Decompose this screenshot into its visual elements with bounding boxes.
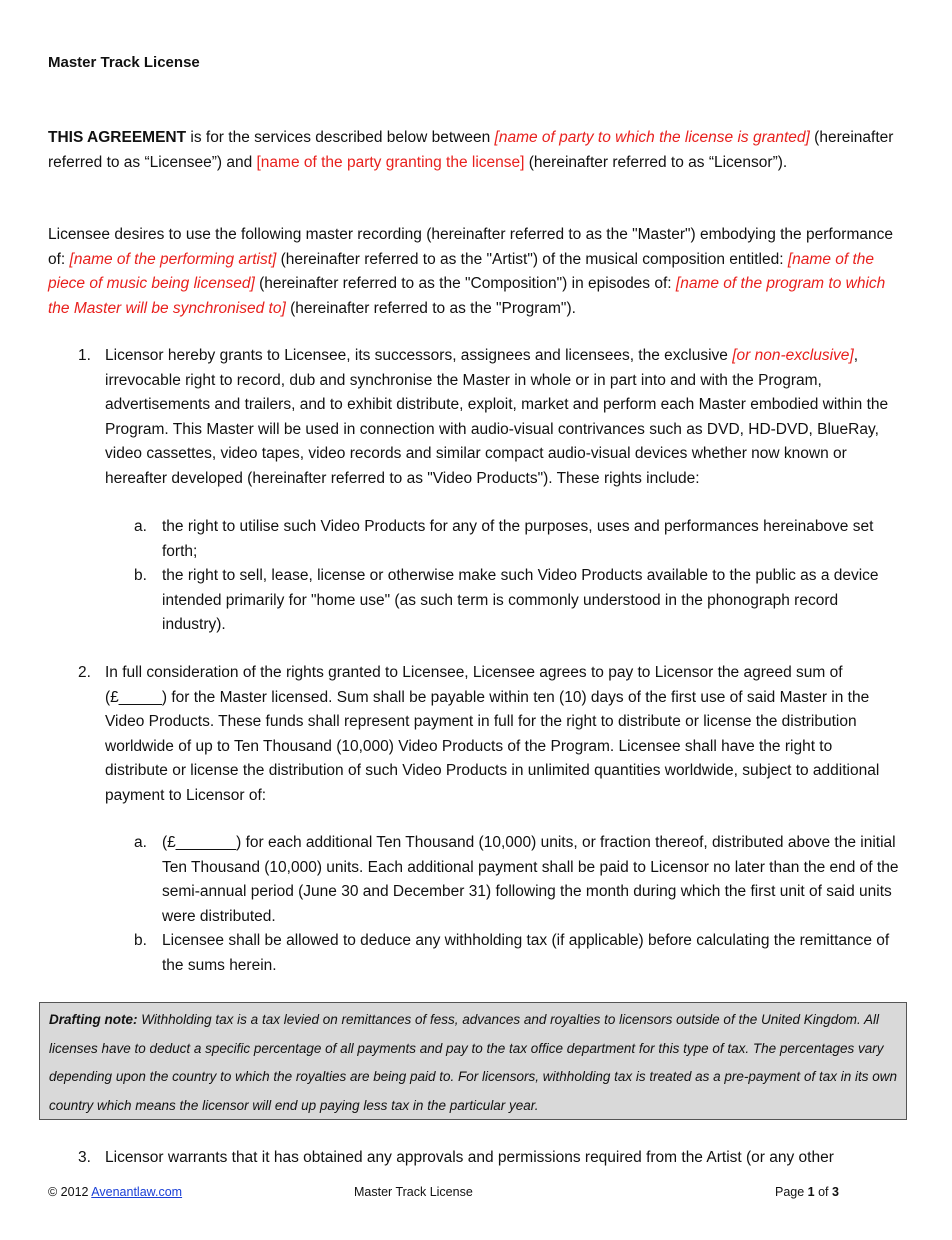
page-number: 1 <box>807 1185 815 1199</box>
text: (hereinafter referred to as “Licensor”). <box>524 153 788 171</box>
clause-text: Licensor warrants that it has obtained any approvals and permissions required from the Artist (or any other <box>105 1149 834 1166</box>
clause-text: In full consideration of the rights granted to Licensee, Licensee agrees to pay to Licensor the agreed sum of (£_____) for the Master licensed. Sum shall be payable within ten (10) days of the first use of said Master in the Video Products. These funds shall represent payment in full for the right to distribute or license the distribution worldwide of up to Ten Thousand (10,000) Video Products of the Program. Licensee shall have the right to distribute or license the distribution of such Video Products in unlimited quantities worldwide, subject to additional payment to Licensor of: <box>105 664 880 804</box>
subclause-letter: b. <box>134 932 147 949</box>
text: is for the services described below between <box>186 129 495 146</box>
of-label: of <box>814 1185 832 1199</box>
licensor-placeholder: [name of the party granting the license] <box>256 153 525 171</box>
subclause-text: (£_______) for each additional Ten Thousand (10,000) units, or fraction thereof, distributed above the initial Ten Thousand (10,000) units. Each additional payment shall be paid to Licensor no later than the end of the semi-annual period (June 30 and December 31) following the month during which the first unit of said units were distributed. <box>162 834 899 925</box>
artist-placeholder: [name of the performing artist] <box>69 250 277 268</box>
page-total: 3 <box>832 1185 839 1199</box>
licensee-placeholder: [name of party to which the license is granted] <box>494 129 810 146</box>
clause-text <box>105 344 905 491</box>
text: Licensee desires to use the following master recording (hereinafter referred to as the "Master") embodying the performance of: <box>48 226 893 268</box>
master-paragraph <box>48 223 908 321</box>
page-label: Page <box>775 1185 808 1199</box>
subclause-text: the right to sell, lease, license or otherwise make such Video Products available to the public as a device intended primarily for "home use" (as such term is commonly understood in the phonograph record industry). <box>162 567 879 633</box>
clause-number: 1. <box>78 347 91 364</box>
document-title: Master Track License <box>48 54 200 71</box>
page-indicator <box>775 1185 839 1199</box>
clause-number: 2. <box>78 664 91 681</box>
drafting-note-text: Withholding tax is a tax levied on remittances of fess, advances and royalties to licensors outside of the United Kingdom. All licenses have to deduct a specific percentage of all payments and pay to the tax office department for this type of tax. The percentages vary depending upon the country to which the royalties are being paid to. For licensors, withholding tax is treated as a pre-payment of tax in its own country which means the licensor will end up paying less tax in the particular year. <box>49 1012 897 1113</box>
program-placeholder: [name of the program to which the Master will be synchronised to] <box>48 275 886 317</box>
exclusivity-placeholder: [or non-exclusive] <box>732 347 854 364</box>
clause-number: 3. <box>78 1149 91 1166</box>
text: (hereinafter referred to as “Licensee”) and <box>48 129 894 171</box>
footer-title: Master Track License <box>354 1185 473 1199</box>
intro-paragraph <box>48 126 908 175</box>
subclause-text: Licensee shall be allowed to deduce any withholding tax (if applicable) before calculating the remittance of the sums herein. <box>162 932 890 974</box>
subclause-letter: a. <box>134 834 147 851</box>
subclause-letter: a. <box>134 518 147 535</box>
text: Licensor hereby grants to Licensee, its successors, assignees and licensees, the exclusive <box>105 347 733 364</box>
composition-placeholder: [name of the piece of music being licensed] <box>48 250 875 292</box>
copyright-text: © 2012 <box>48 1185 92 1199</box>
text: , irrevocable right to record, dub and synchronise the Master in whole or in part into and with the Program, advertisements and trailers, and to exhibit distribute, exploit, market and perform each Master embodied within the Program. This Master will be used in connection with audio-visual contrivances such as DVD, HD-DVD, BlueRay, video cassettes, video tapes, video records and similar compact audio-visual devices whether now known or hereafter developed (hereinafter referred to as "Video Products"). These rights include: <box>105 347 889 487</box>
text: (hereinafter referred to as the "Artist") of the musical composition entitled: <box>276 250 788 268</box>
agreement-lead: THIS AGREEMENT <box>48 129 187 146</box>
website-link[interactable]: Avenantlaw.com <box>91 1185 183 1199</box>
text: (hereinafter referred to as the "Composition") in episodes of: <box>254 275 676 292</box>
footer-copyright <box>48 1185 182 1199</box>
drafting-note-label: Drafting note: <box>49 1012 138 1027</box>
subclause-text: the right to utilise such Video Products for any of the purposes, uses and performances hereinabove set forth; <box>162 518 874 560</box>
drafting-note-box <box>39 1002 907 1120</box>
text: (hereinafter referred to as the "Program"). <box>285 299 576 317</box>
subclause-letter: b. <box>134 567 147 584</box>
